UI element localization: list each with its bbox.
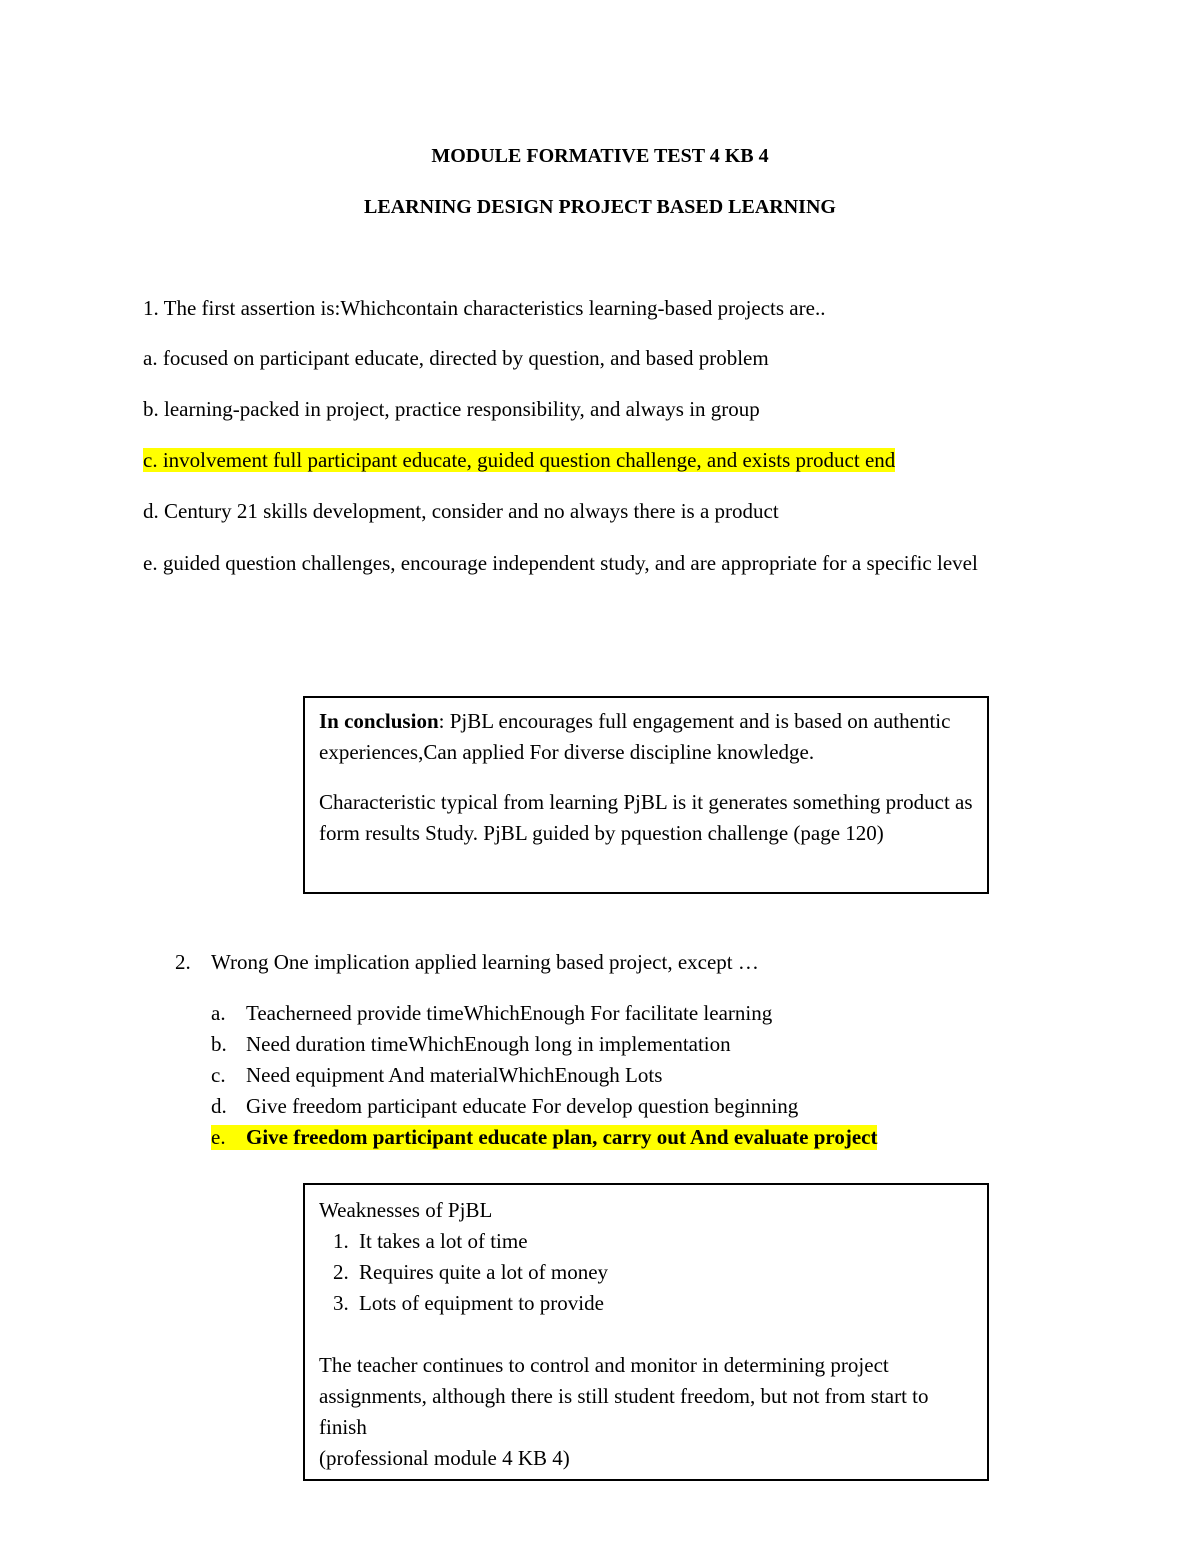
question-2-row [175, 950, 759, 975]
source-note: (professional module 4 KB 4) [319, 1446, 570, 1470]
weaknesses-box [303, 1183, 989, 1481]
q1-option-c [143, 448, 895, 473]
q2-option-c: c. Need equipment And materialWhichEnough Lots [211, 1063, 663, 1087]
weakness-item-1: 1. It takes a lot of time [333, 1229, 528, 1253]
conclusion-lead: In conclusion [319, 709, 439, 733]
document-subtitle: LEARNING DESIGN PROJECT BASED LEARNING [364, 196, 836, 218]
q1-option-e: e. guided question challenges, encourage independent study, and are appropriate for a specific level [143, 551, 978, 575]
q2-option-b: b. Need duration timeWhichEnough long in implementation [211, 1032, 731, 1056]
question-2-number: 2. [175, 950, 191, 974]
q1-option-a: a. focused on participant educate, directed by question, and based problem [143, 346, 769, 370]
weakness-item-3: 3. Lots of equipment to provide [333, 1291, 604, 1315]
q1-option-b: b. learning-packed in project, practice responsibility, and always in group [143, 397, 760, 421]
characteristic-paragraph: Characteristic typical from learning PjBL is it generates something product as form results Study. PjBL guided by pquestion challenge (page 120) [319, 790, 973, 845]
conclusion-box [303, 696, 989, 894]
question-2-text: Wrong One implication applied learning based project, except … [211, 950, 759, 974]
conclusion-text: : PjBL encourages full engagement and is based on authentic experiences,Can applied For diverse discipline knowledge. [319, 709, 951, 764]
teacher-note: The teacher continues to control and monitor in determining project assignments, although there is still student freedom, but not from start to finish [319, 1353, 929, 1439]
weakness-item-2: 2. Requires quite a lot of money [333, 1260, 609, 1284]
q1-answer-highlight: c. involvement full participant educate, guided question challenge, and exists product end [143, 448, 896, 472]
q2-option-a: a. Teacherneed provide timeWhichEnough For facilitate learning [211, 1001, 773, 1025]
q2-option-e-answer: e. Give freedom participant educate plan, carry out And evaluate project [211, 1125, 878, 1149]
q1-option-d: d. Century 21 skills development, consider and no always there is a product [143, 499, 779, 523]
document-title: MODULE FORMATIVE TEST 4 KB 4 [431, 145, 769, 167]
weaknesses-heading: Weaknesses of PjBL [319, 1198, 493, 1222]
conclusion-paragraph [319, 706, 973, 768]
question-1: 1. The first assertion is:Whichcontain characteristics learning-based projects are.. [143, 296, 826, 320]
q2-option-d: d. Give freedom participant educate For develop question beginning [211, 1094, 799, 1118]
